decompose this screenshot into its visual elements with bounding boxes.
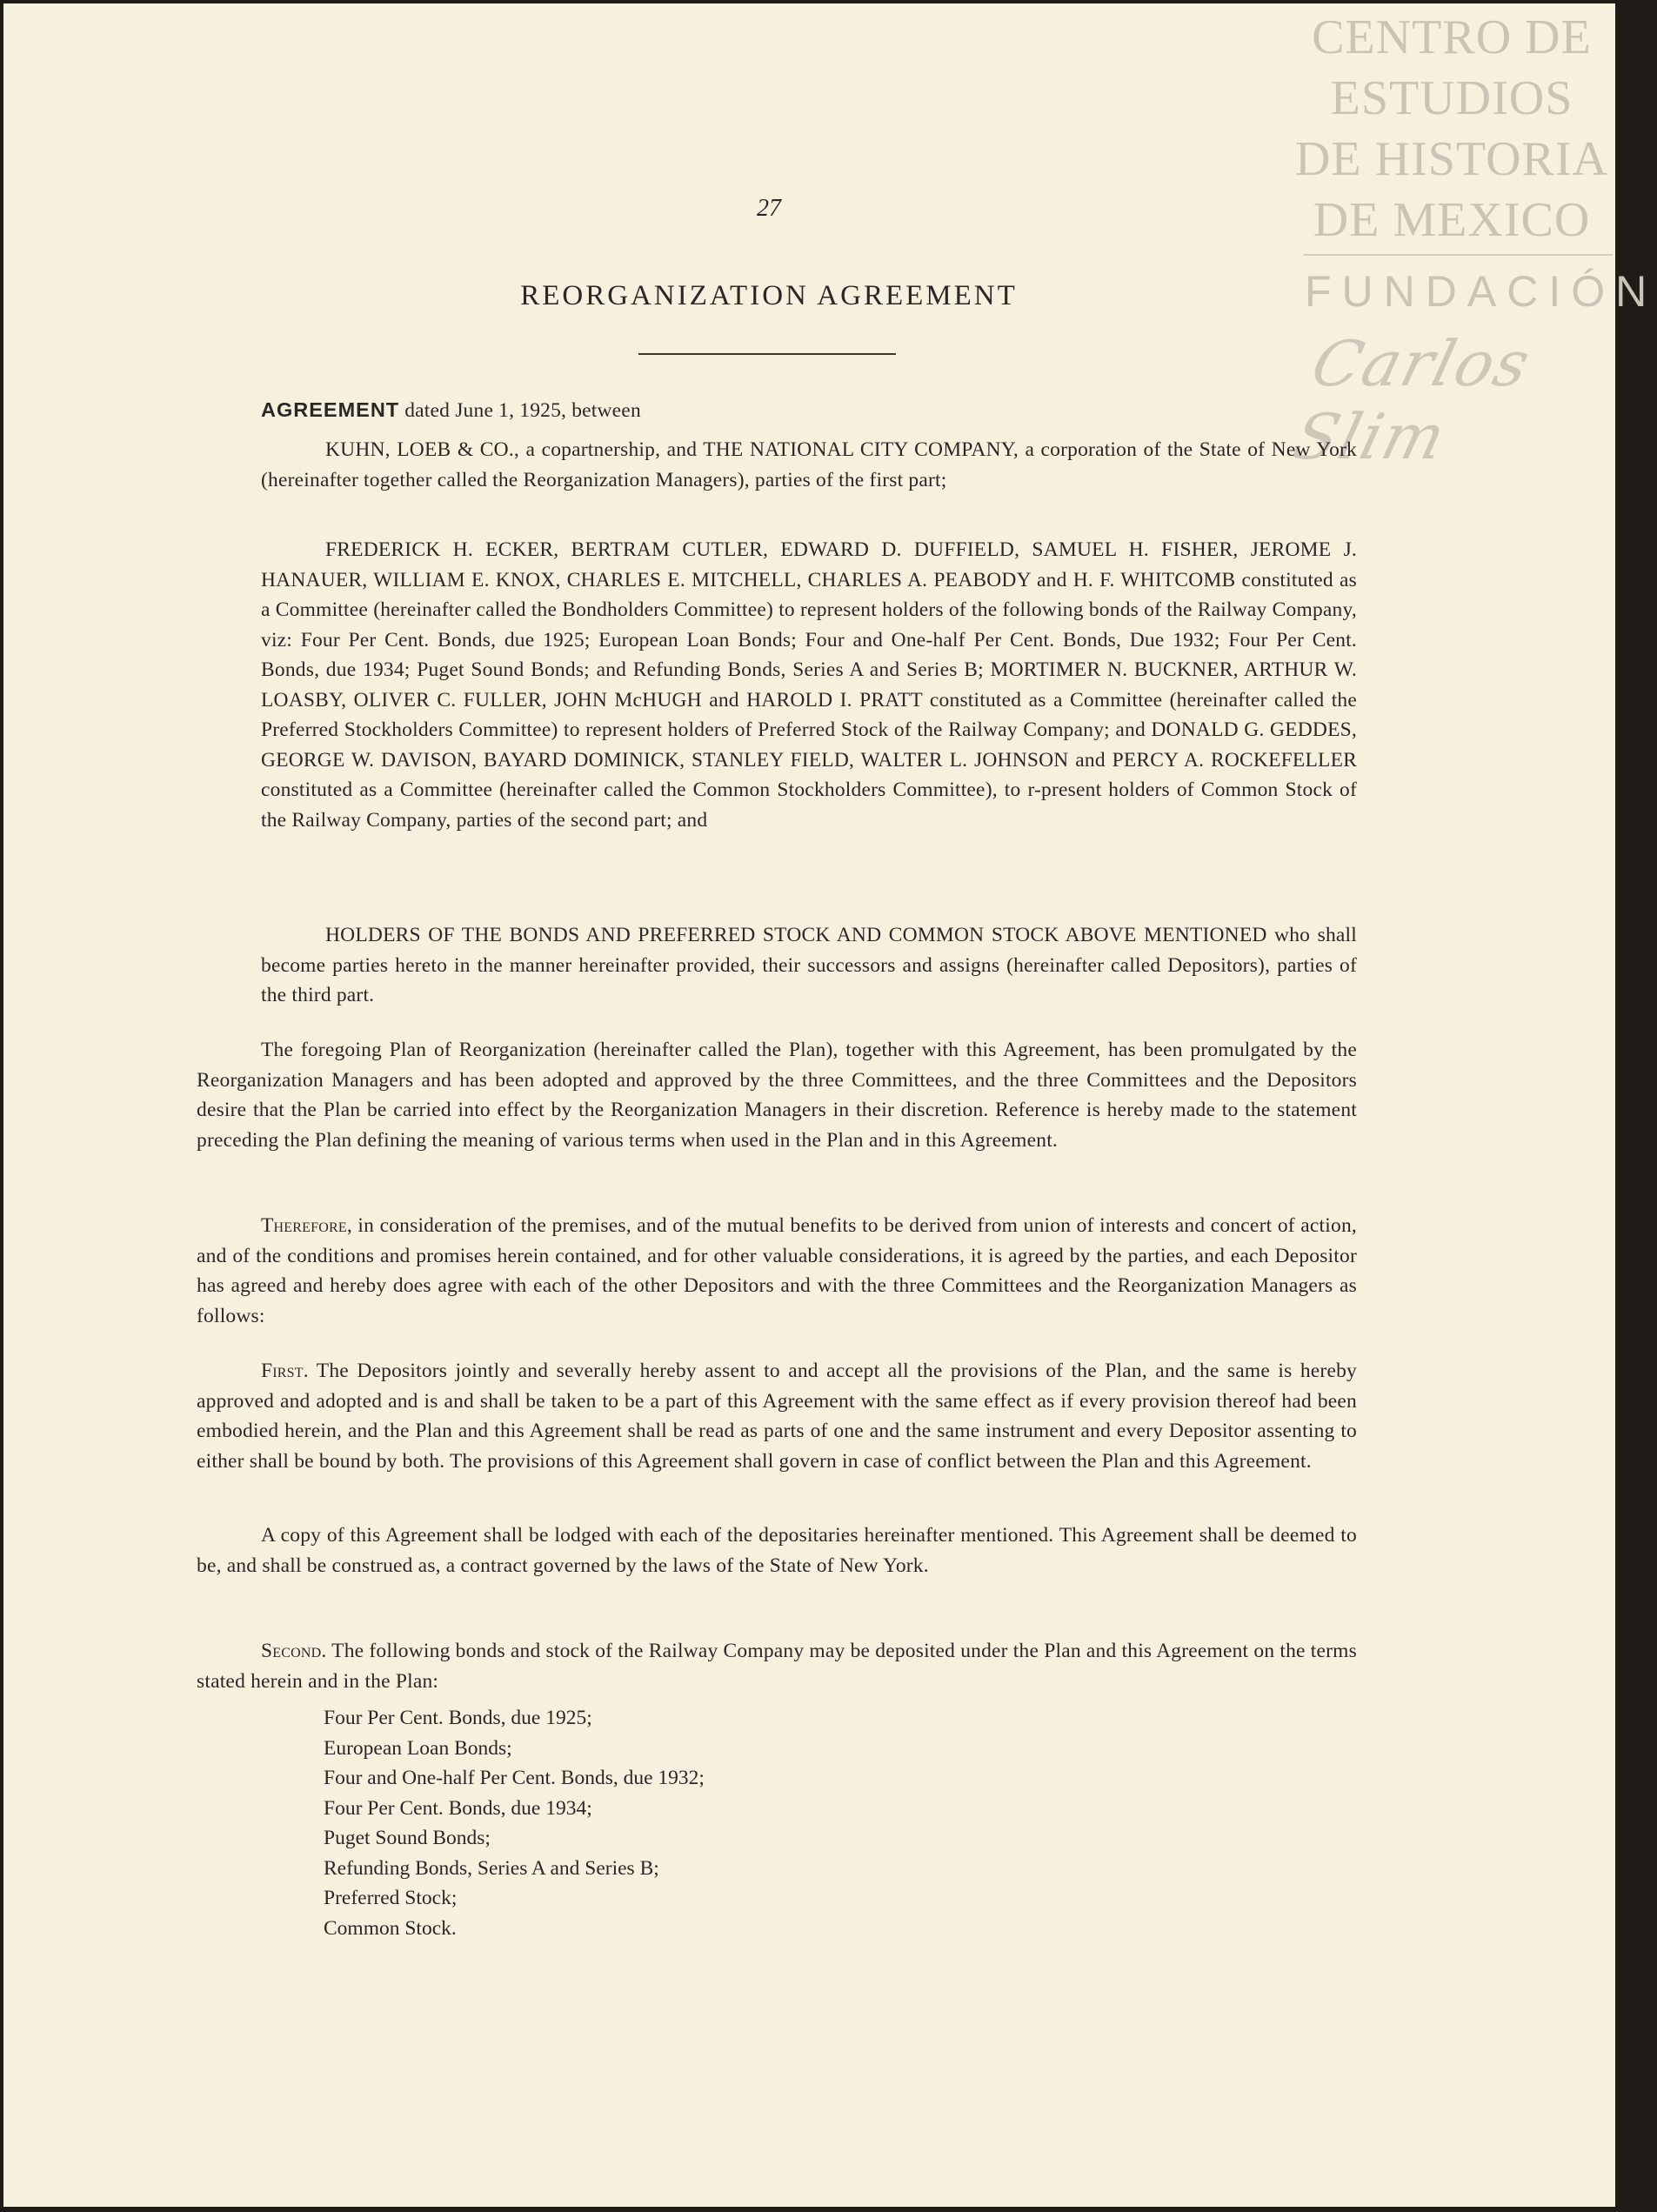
- watermark-line: ESTUDIOS: [1330, 71, 1573, 125]
- list-item: European Loan Bonds;: [324, 1736, 512, 1760]
- list-item: Preferred Stock;: [324, 1887, 458, 1909]
- list-item: Puget Sound Bonds;: [324, 1827, 491, 1849]
- first-lead: First.: [261, 1360, 309, 1382]
- list-item: Refunding Bonds, Series A and Series B;: [324, 1856, 659, 1880]
- list-item: Four Per Cent. Bonds, due 1934;: [324, 1796, 592, 1820]
- agreement-intro: [261, 395, 1357, 426]
- document-page: [3, 3, 1657, 2207]
- first-text: The Depositors jointly and severally hereby assent to and accept all the provisions of the Plan, and the same is hereby approved and adopted and is and shall be taken to be a part of this Agreement with the same effect as if every provision thereof had been embodied herein, and the Plan and this Agreement shall be read as parts of one and the same instrument and every Depositor assenting to either shall be bound by both. The provisions of this Agreement shall govern in case of conflict between the Plan and this Agreement.: [197, 1360, 1357, 1473]
- page-title: REORGANIZATION AGREEMENT: [520, 280, 1018, 311]
- paragraph-plan: The foregoing Plan of Reorganization (hereinafter called the Plan), together with this Agreement, has been promulgated by the Reorganization Managers and has been adopted and approved by the three Committees, and the three Committees and the Depositors desire that the Plan be carried into effect by the Reorganization Managers in their discretion. Reference is hereby made to the statement preceding the Plan defining the meaning of various terms when used in the Plan and in this Agreement.: [197, 1039, 1357, 1152]
- list-item: Four and One-half Per Cent. Bonds, due 1932;: [324, 1767, 705, 1789]
- therefore-text: in consideration of the premises, and of the mutual benefits to be derived from union of interests and concert of action, and of the conditions and promises herein contained, and for other valuable considerations, it is agreed by the parties, and each Depositor has agreed and hereby does agree with each of the other Depositors and with the three Committees and the Reorganization Managers as follows:: [197, 1214, 1357, 1327]
- deposit-list: [324, 1703, 705, 1943]
- paragraph-copy: A copy of this Agreement shall be lodged with each of the depositaries hereinafter mentioned. This Agreement shall be deemed to be, and shall be construed as, a contract governed by the laws of the State of New York.: [197, 1524, 1357, 1577]
- title-divider: [638, 353, 896, 355]
- paragraph-parties-third: HOLDERS OF THE BONDS AND PREFERRED STOCK AND COMMON STOCK ABOVE MENTIONED who shall become parties hereto in the manner hereinafter provided, their successors and assigns (hereinafter called Depositors), parties of the third part.: [261, 924, 1357, 1006]
- agreement-dated: dated June 1, 1925, between: [399, 399, 641, 422]
- watermark-fundacion: FUNDACIÓN: [1305, 267, 1657, 316]
- second-text: The following bonds and stock of the Railway Company may be deposited under the Plan and this Agreement on the terms stated herein and in the Plan:: [197, 1640, 1357, 1693]
- second-lead: Second.: [261, 1640, 327, 1662]
- watermark-line: DE MEXICO: [1313, 193, 1591, 247]
- watermark-signature: Carlos Slim: [1286, 327, 1539, 473]
- list-item: Four Per Cent. Bonds, due 1925;: [324, 1707, 592, 1729]
- paragraph-parties-second: FREDERICK H. ECKER, BERTRAM CUTLER, EDWARD D. DUFFIELD, SAMUEL H. FISHER, JEROME J. HANAUER, WILLIAM E. KNOX, CHARLES E. MITCHELL, CHARLES A. PEABODY and H. F. WHITCOMB constituted as a Committee (hereinafter called the Bondholders Committee) to represent holders of the following bonds of the Railway Company, viz: Four Per Cent. Bonds, due 1925; European Loan Bonds; Four and One-half Per Cent. Bonds, Due 1932; Four Per Cent. Bonds, due 1934; Puget Sound Bonds; and Refunding Bonds, Series A and Series B; MORTIMER N. BUCKNER, ARTHUR W. LOASBY, OLIVER C. FULLER, JOHN McHUGH and HAROLD I. PRATT constituted as a Committee (hereinafter called the Preferred Stockholders Committee) to represent holders of Preferred Stock of the Railway Company; and DONALD G. GEDDES, GEORGE W. DAVISON, BAYARD DOMINICK, STANLEY FIELD, WALTER L. JOHNSON and PERCY A. ROCKEFELLER constituted as a Committee (hereinafter called the Common Stockholders Committee), to r-present holders of Common Stock of the Railway Company, parties of the second part; and: [261, 538, 1357, 832]
- paragraph-second: [197, 1636, 1357, 1696]
- list-item: Common Stock.: [324, 1916, 457, 1940]
- paragraph-parties-first: KUHN, LOEB & CO., a copartnership, and THE NATIONAL CITY COMPANY, a corporation of the State of New York (hereinafter together called the Reorganization Managers), parties of the first part;: [261, 438, 1357, 491]
- watermark-line: CENTRO DE: [1312, 10, 1592, 64]
- therefore-lead: Therefore,: [261, 1214, 352, 1237]
- agreement-lead: AGREEMENT: [261, 398, 400, 421]
- paragraph-first: [197, 1356, 1357, 1476]
- watermark-divider: [1304, 254, 1613, 256]
- paragraph-therefore: [197, 1211, 1357, 1331]
- watermark-line: DE HISTORIA: [1295, 132, 1608, 186]
- page-number: 27: [757, 195, 781, 222]
